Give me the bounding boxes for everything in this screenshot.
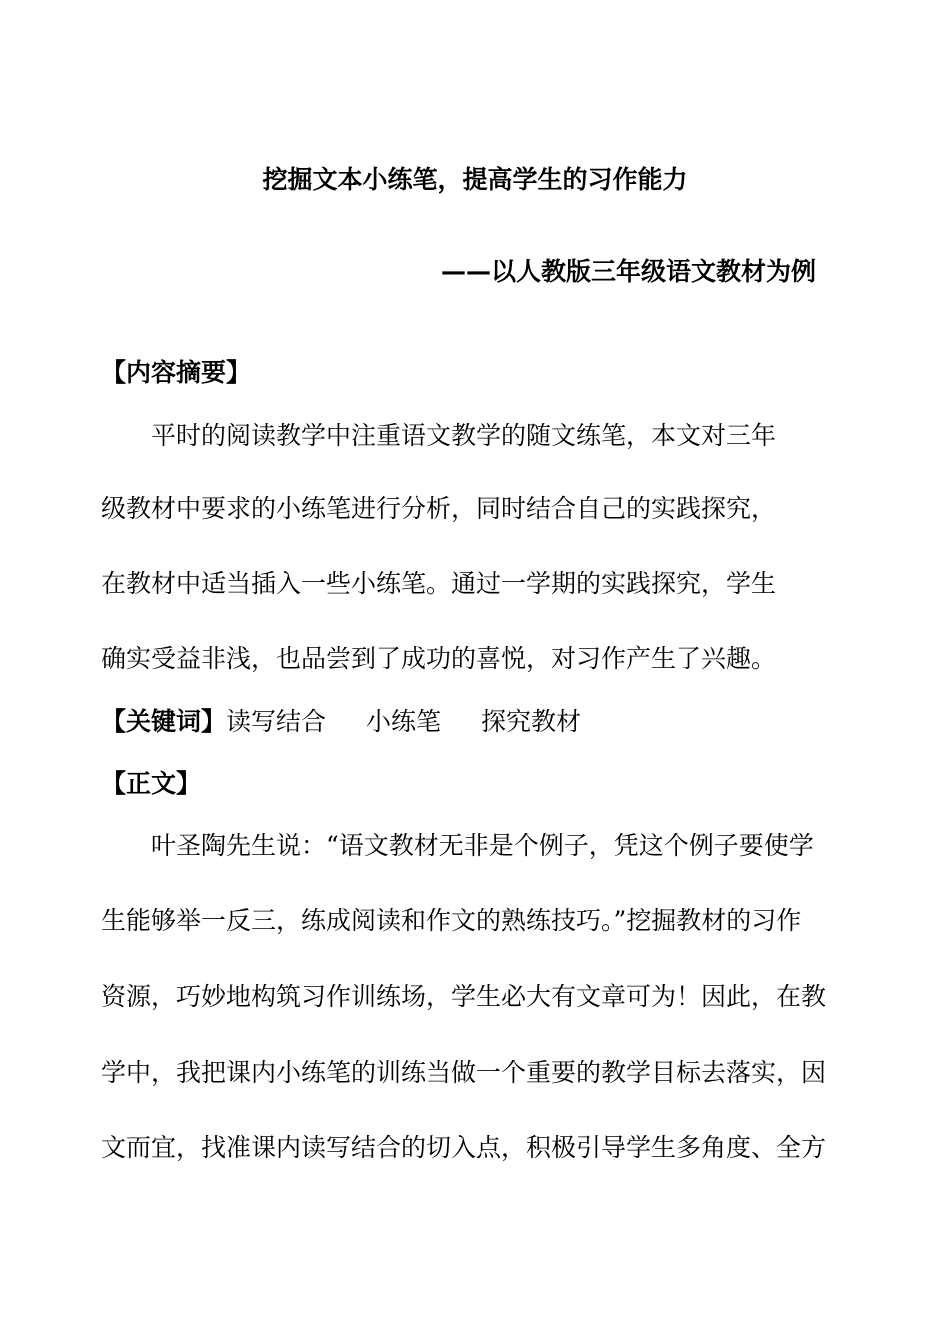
document-subtitle: ——以人教版三年级语文教材为例 [440, 257, 816, 286]
keyword: 小练笔 [366, 707, 442, 736]
body-heading: 【正文】 [101, 769, 202, 798]
keyword: 探究教材 [481, 707, 582, 736]
abstract-heading: 【内容摘要】 [101, 358, 252, 387]
keyword: 读写结合 [226, 707, 327, 736]
body-line: 生能够举一反三，练成阅读和作文的熟练技巧。”挖掘教材的习作 [101, 906, 802, 935]
body-line: 资源，巧妙地构筑习作训练场，学生必大有文章可为！因此，在教 [101, 982, 827, 1011]
abstract-line: 在教材中适当插入一些小练笔。通过一学期的实践探究，学生 [101, 569, 777, 598]
body-line: 文而宜，找准课内读写结合的切入点，积极引导学生多角度、全方 [101, 1133, 827, 1162]
body-line: 学中，我把课内小练笔的训练当做一个重要的教学目标去落实，因 [101, 1058, 827, 1087]
abstract-line: 平时的阅读教学中注重语文教学的随文练笔，本文对三年 [151, 421, 777, 450]
document-title: 挖掘文本小练笔，提高学生的习作能力 [262, 165, 688, 194]
keywords-row [101, 704, 581, 740]
keywords-label: 【关键词】 [101, 707, 227, 736]
abstract-line: 级教材中要求的小练笔进行分析，同时结合自己的实践探究， [101, 494, 777, 523]
abstract-line: 确实受益非浅，也品尝到了成功的喜悦，对习作产生了兴趣。 [101, 644, 777, 673]
body-line: 叶圣陶先生说：“语文教材无非是个例子，凭这个例子要使学 [151, 831, 814, 860]
